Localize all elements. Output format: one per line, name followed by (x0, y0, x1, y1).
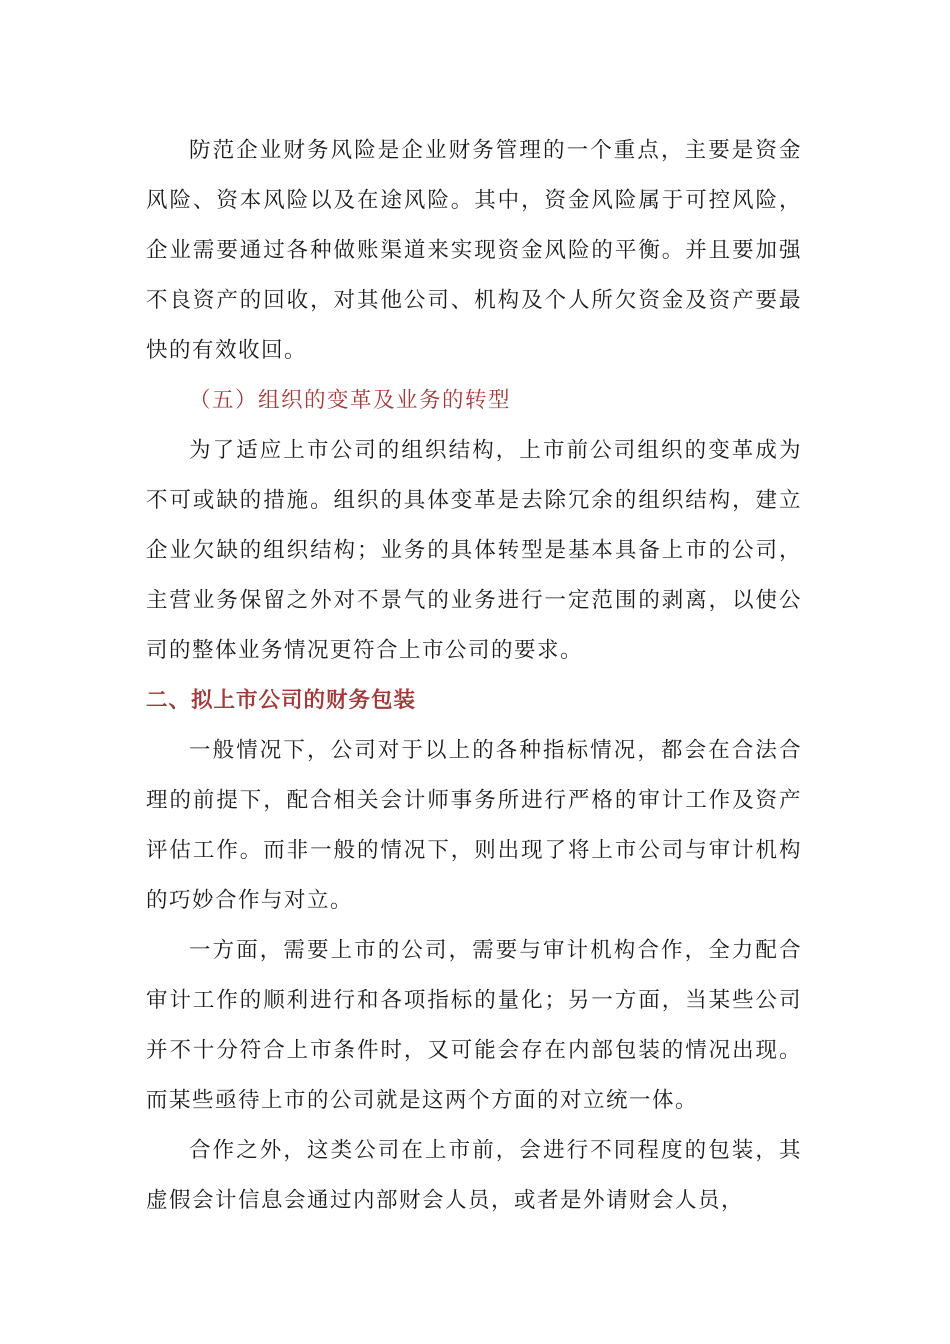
paragraph-general-situation: 一般情况下，公司对于以上的各种指标情况，都会在合法合理的前提下，配合相关会计师事务所进行严格的审计工作及资产评估工作。而非一般的情况下，则出现了将上市公司与审计机构的巧妙合作与对立。 (146, 738, 802, 913)
paragraph-organization-reform: 为了适应上市公司的组织结构，上市前公司组织的变革成为不可或缺的措施。组织的具体变革是去除冗余的组织结构，建立企业欠缺的组织结构；业务的具体转型是基本具备上市的公司，主营业务保留之外对不景气的业务进行一定范围的剥离，以使公司的整体业务情况更符合上市公司的要求。 (146, 438, 802, 663)
paragraph-cooperation: 合作之外，这类公司在上市前，会进行不同程度的包装，其虚假会计信息会通过内部财会人员，或者是外请财会人员， (146, 1138, 802, 1213)
section-heading-financial-packaging: 二、拟上市公司的财务包装 (146, 688, 417, 713)
paragraph-on-one-hand: 一方面，需要上市的公司，需要与审计机构合作，全力配合审计工作的顺利进行和各项指标的量化；另一方面，当某些公司并不十分符合上市条件时，又可能会存在内部包装的情况出现。而某些亟待上市的公司就是这两个方面的对立统一体。 (146, 938, 802, 1113)
document-body (146, 126, 802, 1226)
paragraph-financial-risk: 防范企业财务风险是企业财务管理的一个重点，主要是资金风险、资本风险以及在途风险。其中，资金风险属于可控风险，企业需要通过各种做账渠道来实现资金风险的平衡。并且要加强不良资产的回收，对其他公司、机构及个人所欠资金及资产要最快的有效收回。 (146, 138, 802, 363)
subheading-organization-reform: （五）组织的变革及业务的转型 (189, 388, 512, 413)
